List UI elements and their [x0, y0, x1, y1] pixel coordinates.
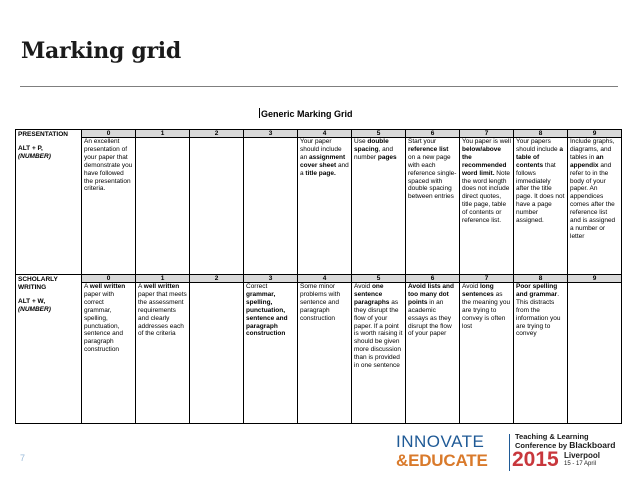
cell-text-bold: an appendix — [570, 153, 604, 169]
scale-number: 6 — [406, 275, 460, 283]
criterion-name: PRESENTATION — [18, 131, 68, 138]
cell-text: and a — [300, 161, 349, 177]
cell-text-bold: double spacing — [354, 138, 389, 153]
logo-tagline-2: Conference by — [515, 441, 568, 450]
logo-educate: &EDUCATE — [396, 451, 488, 470]
scale-number: 7 — [460, 275, 514, 283]
scale-number: 5 — [352, 130, 406, 138]
grid-cell — [352, 283, 406, 424]
cell-text-bold: reference list — [408, 145, 449, 153]
criterion-shortcut — [18, 145, 79, 161]
grid-cell — [136, 138, 190, 275]
cell-text: on a new page with each reference single-spaced with double spacing between entries — [408, 153, 457, 201]
grid-cell — [460, 283, 514, 424]
cell-text: Avoid — [354, 283, 372, 290]
scale-number: 8 — [514, 275, 568, 283]
cell-text: and refer to in the body of your paper. An appendices comes after the reference list and is assigned a number or letter — [570, 161, 616, 240]
cell-text: as the meaning you are trying to convey is often lost — [462, 290, 511, 330]
slide-title: Marking grid — [21, 38, 181, 64]
cell-text: Start your — [408, 138, 437, 145]
cell-text: You paper is well — [462, 138, 511, 145]
cell-text: Include graphs, diagrams, and tables in — [570, 138, 615, 161]
cell-text: Some minor problems with sentence and paragraph construction — [300, 283, 341, 322]
scale-number: 9 — [568, 275, 622, 283]
cell-text: Use — [354, 138, 368, 145]
logo-dates: 15 - 17 April — [564, 461, 597, 467]
cell-text: A — [138, 283, 144, 290]
shortcut-note: (NUMBER) — [18, 305, 51, 313]
cell-text-bold: well written — [89, 283, 126, 290]
cell-text-bold: a table of contents — [516, 145, 563, 169]
grid-cell — [244, 138, 298, 275]
shortcut-keys: ALT + W, — [18, 297, 46, 305]
scale-number: 1 — [136, 130, 190, 138]
scale-number: 2 — [190, 275, 244, 283]
cell-text: . This distracts from the information you are trying to convey — [516, 290, 561, 338]
grid-cell — [460, 138, 514, 275]
scale-header-row — [16, 275, 622, 283]
scale-number: 2 — [190, 130, 244, 138]
scale-number: 8 — [514, 130, 568, 138]
scale-number: 9 — [568, 130, 622, 138]
criterion-label — [16, 130, 82, 275]
cell-text-bold: Poor spelling and grammar — [516, 283, 558, 298]
marking-grid-table — [15, 129, 622, 424]
criterion-label — [16, 275, 82, 424]
cell-text-bold: below/above the recommended word limit. — [462, 145, 507, 177]
scale-number: 0 — [82, 130, 136, 138]
logo-brand: Blackboard — [569, 440, 616, 450]
logo-divider — [509, 434, 510, 471]
cell-text: paper that meets the assessment requirements and clearly addresses each of the criteria — [138, 290, 187, 338]
grid-cell — [82, 138, 136, 275]
criterion-name: SCHOLARLY WRITING — [18, 276, 58, 291]
grid-cell — [298, 138, 352, 275]
logo-innovate: INNOVATE — [396, 432, 485, 451]
grid-cell — [190, 283, 244, 424]
cell-text-bold: title page. — [305, 169, 336, 177]
logo-city: Liverpool — [564, 451, 601, 460]
shortcut-keys: ALT + P, — [18, 144, 43, 152]
grid-cell — [514, 283, 568, 424]
scale-number: 6 — [406, 130, 460, 138]
cell-text: A — [84, 283, 90, 290]
grid-cell — [514, 138, 568, 275]
scale-number: 3 — [244, 275, 298, 283]
cell-text: Your papers should include — [516, 138, 560, 153]
cell-text: paper with correct grammar, spelling, punctuation, sentence and paragraph construction — [84, 290, 124, 354]
scale-number: 4 — [298, 275, 352, 283]
scale-header-row — [16, 130, 622, 138]
scale-number: 1 — [136, 275, 190, 283]
scale-number: 5 — [352, 275, 406, 283]
logo-tagline-1: Teaching & Learning — [515, 432, 589, 441]
logo-year: 2015 — [512, 448, 559, 471]
grid-cell — [406, 283, 460, 424]
cell-text: that follows immediately after the title page. It does not have a page number assigned. — [516, 161, 565, 225]
slide-number: 7 — [20, 453, 26, 463]
grid-cell — [244, 283, 298, 424]
cell-text: Correct — [246, 283, 268, 290]
scale-number: 0 — [82, 275, 136, 283]
cell-text-bold: one sentence paragraphs — [354, 283, 390, 306]
cell-text-bold: pages — [377, 153, 397, 161]
conference-logo — [396, 432, 628, 472]
criterion-shortcut — [18, 298, 79, 314]
cell-text: An excellent presentation of your paper that demonstrate you have followed the presentation criteria. — [84, 138, 133, 193]
scale-number: 4 — [298, 130, 352, 138]
cell-text-bold: long sentences — [462, 283, 494, 298]
cell-text: Note the word length does not include direct quotes, title page, table of contents or reference list. — [462, 169, 511, 225]
cell-text-bold: assignment cover sheet — [300, 153, 346, 169]
grid-cell — [82, 283, 136, 424]
cell-text-bold: grammar, spelling, punctuation, sentence and paragraph construction — [246, 290, 288, 338]
grid-cell — [568, 283, 622, 424]
cell-text: Avoid — [462, 283, 480, 290]
scale-number: 7 — [460, 130, 514, 138]
grid-cell — [136, 283, 190, 424]
shortcut-note: (NUMBER) — [18, 152, 51, 160]
cell-text-bold: well written — [143, 283, 180, 290]
grid-cell — [298, 283, 352, 424]
cell-text: as they disrupt the flow of your paper. If a point is worth raising it should be given more discussion than is provided in one sentence — [354, 298, 403, 370]
grid-cell — [568, 138, 622, 275]
criterion-row — [16, 283, 622, 424]
cell-text-bold: Avoid lists and too many dot points — [408, 283, 454, 306]
grid-cell — [190, 138, 244, 275]
grid-title: Generic Marking Grid — [261, 109, 353, 119]
grid-cell — [406, 138, 460, 275]
cell-text: , and number — [354, 145, 394, 161]
cell-text: in an academic essays as they disrupt the flow of your paper — [408, 298, 452, 338]
title-divider — [20, 86, 618, 87]
grid-cell — [352, 138, 406, 275]
scale-number: 3 — [244, 130, 298, 138]
criterion-row — [16, 138, 622, 275]
cell-text: Your paper should include an — [300, 138, 342, 161]
